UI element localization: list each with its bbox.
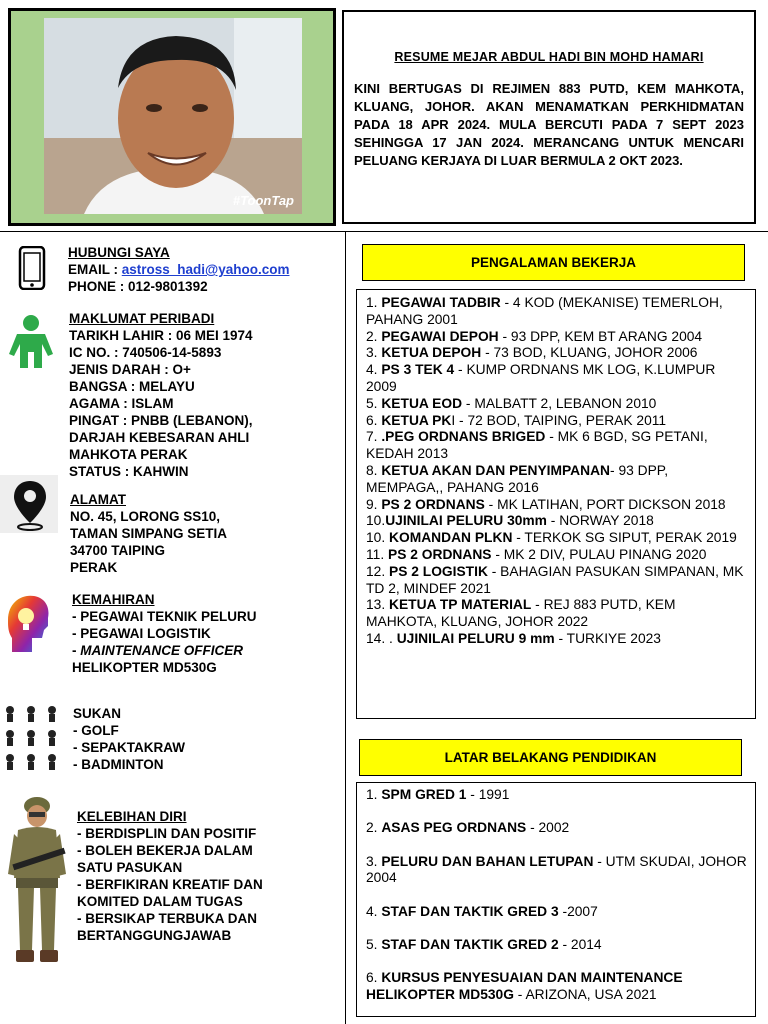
personal-line: TARIKH LAHIR : 06 MEI 1974 (69, 328, 253, 343)
list-item (366, 396, 747, 413)
item-title: ASAS PEG ORDNANS (381, 820, 527, 836)
item-title: .PEG ORDNANS BRIGED (381, 429, 546, 445)
hobbies-section (73, 705, 185, 773)
item-title: PEGAWAI DEPOH (381, 328, 499, 344)
item-detail: - 93 DPP, KEM BT ARANG 2004 (498, 328, 703, 344)
item-title: UJINILAI PELURU 9 mm (396, 630, 555, 646)
list-item (366, 429, 747, 463)
strength-line: SATU PASUKAN (77, 860, 183, 875)
item-title: KETUA AKAN DAN PENYIMPANAN (381, 462, 611, 478)
address-line: 34700 TAIPING (70, 543, 166, 558)
item-number: 6. (366, 970, 382, 986)
list-item (366, 631, 747, 648)
personal-line: AGAMA : ISLAM (69, 396, 174, 411)
item-title: KETUA PK (381, 412, 452, 428)
skill-italic: MAINTENANCE OFFICER (80, 643, 243, 658)
item-number: 9. (366, 496, 382, 512)
sports-icons (2, 702, 62, 779)
item-detail: - MK 6 BGD, SG PETANI, KEDAH 2013 (366, 429, 708, 462)
item-detail: I - 72 BOD, TAIPING, PERAK 2011 (451, 412, 667, 428)
address-line: TAMAN SIMPANG SETIA (70, 526, 227, 541)
list-item (366, 820, 747, 837)
list-item (366, 854, 747, 888)
list-item (366, 345, 747, 362)
photo-watermark: #ToonTap (232, 193, 294, 208)
email-label: EMAIL : (68, 262, 122, 277)
skill-line: HELIKOPTER MD530G (72, 660, 217, 675)
profile-photo (44, 18, 302, 214)
education-list (356, 782, 756, 1017)
item-detail: - TERKOK SG SIPUT, PERAK 2019 (512, 530, 737, 546)
item-title: STAF DAN TAKTIK GRED 3 (381, 903, 559, 919)
item-detail: - UTM SKUDAI, JOHOR 2004 (366, 853, 747, 886)
item-number: 6. (366, 412, 382, 428)
strength-line: - BOLEH BEKERJA DALAM (77, 843, 253, 858)
item-title: PS 2 LOGISTIK (389, 563, 488, 579)
phone-icon (18, 246, 46, 295)
skill-line (72, 642, 257, 659)
address-section (70, 491, 227, 576)
item-detail: - TURKIYE 2023 (554, 630, 661, 646)
item-title: PS 3 TEK 4 (381, 362, 455, 378)
item-number: 13. (366, 597, 390, 613)
item-detail: - 2014 (558, 936, 602, 952)
item-detail: - REJ 883 PUTD, KEM MAHKOTA, KLUANG, JOHOR 2022 (366, 597, 676, 630)
address-line: NO. 45, LORONG SS10, (70, 509, 221, 524)
item-number: 3. (366, 345, 382, 361)
list-item (366, 295, 747, 329)
horizontal-divider (0, 231, 768, 232)
item-title: PS 2 ORDNANS (381, 496, 485, 512)
soldier-figure (4, 794, 70, 971)
item-detail: - 1991 (466, 787, 510, 802)
item-detail: - BAHAGIAN PASUKAN SIMPANAN, MK TD 2, MINDEF 2021 (366, 563, 744, 596)
personal-line: MAHKOTA PERAK (69, 447, 188, 462)
item-title: KETUA TP MATERIAL (389, 597, 532, 613)
item-detail: - MALBATT 2, LEBANON 2010 (462, 395, 657, 411)
contact-heading: HUBUNGI SAYA (68, 245, 170, 260)
item-number: 5. (366, 395, 382, 411)
item-number: 2. (366, 328, 382, 344)
item-number: 4. (366, 362, 382, 378)
item-number: 12. (366, 563, 390, 579)
personal-line: JENIS DARAH : O+ (69, 362, 191, 377)
personal-line: DARJAH KEBESARAN AHLI (69, 430, 250, 445)
strength-line: - BERDISPLIN DAN POSITIF (77, 826, 257, 841)
personal-line: STATUS : KAHWIN (69, 464, 189, 479)
skills-heading: KEMAHIRAN (72, 592, 155, 607)
strength-line: - BERFIKIRAN KREATIF DAN (77, 877, 263, 892)
personal-line: BANGSA : MELAYU (69, 379, 195, 394)
skill-line: - PEGAWAI TEKNIK PELURU (72, 609, 257, 624)
list-item (366, 787, 747, 804)
experience-list (356, 289, 756, 719)
item-title: PEGAWAI TADBIR (381, 295, 501, 310)
hobby-line: - SEPAKTAKRAW (73, 740, 185, 755)
vertical-divider (345, 231, 346, 1024)
education-heading: LATAR BELAKANG PENDIDIKAN (359, 739, 742, 776)
list-item (366, 497, 747, 514)
item-number: 1. (366, 787, 382, 802)
personal-line: PINGAT : PNBB (LEBANON), (69, 413, 253, 428)
location-pin-icon (0, 475, 58, 533)
list-item (366, 413, 747, 430)
item-number: 11. (366, 546, 388, 562)
list-item (366, 513, 747, 530)
item-number: 3. (366, 853, 382, 869)
strength-line: - BERSIKAP TERBUKA DAN (77, 911, 258, 926)
strength-line: KOMITED DALAM TUGAS (77, 894, 243, 909)
skill-prefix: - (72, 643, 81, 658)
item-title: UJINILAI PELURU 30mm (385, 513, 547, 529)
list-item (366, 329, 747, 346)
head-bulb-icon (2, 592, 50, 659)
list-item (366, 362, 747, 396)
resume-title: RESUME MEJAR ABDUL HADI BIN MOHD HAMARI (394, 50, 704, 64)
list-item (366, 530, 747, 547)
strengths-section (77, 808, 263, 944)
item-number: 5. (366, 936, 382, 952)
portrait-illustration (44, 18, 302, 214)
item-title: STAF DAN TAKTIK GRED 2 (381, 936, 559, 952)
item-number: 14. . (366, 630, 397, 646)
list-item (366, 463, 747, 497)
hobby-line: - GOLF (73, 723, 119, 738)
hobby-line: - BADMINTON (73, 757, 164, 772)
list-item (366, 937, 747, 954)
item-number: 4. (366, 903, 382, 919)
phone-row: PHONE : 012-9801392 (68, 279, 208, 294)
item-detail: - 93 DPP, MEMPAGA,, PAHANG 2016 (366, 462, 669, 495)
item-title: PS 2 ORDNANS (388, 546, 492, 562)
item-detail: - MK LATIHAN, PORT DICKSON 2018 (484, 496, 726, 512)
personal-line: IC NO. : 740506-14-5893 (69, 345, 222, 360)
experience-heading: PENGALAMAN BEKERJA (362, 244, 745, 281)
list-item (366, 547, 747, 564)
personal-section (69, 310, 253, 480)
item-title: KETUA DEPOH (381, 345, 482, 361)
item-number: 10. (366, 530, 390, 546)
item-number: 7. (366, 429, 382, 445)
skills-section (72, 591, 257, 676)
strength-line: BERTANGGUNGJAWAB (77, 928, 232, 943)
item-detail: -2007 (558, 903, 598, 919)
item-number: 2. (366, 820, 382, 836)
item-number: 10. (366, 513, 386, 529)
item-detail: - NORWAY 2018 (546, 513, 654, 529)
hobbies-heading: SUKAN (73, 706, 122, 721)
list-item (366, 564, 747, 598)
strengths-heading: KELEBIHAN DIRI (77, 809, 187, 824)
item-detail: - MK 2 DIV, PULAU PINANG 2020 (491, 546, 707, 562)
item-title: SPM GRED 1 (381, 787, 467, 802)
summary-box (342, 10, 756, 224)
email-row (68, 261, 289, 278)
summary-paragraph: KINI BERTUGAS DI REJIMEN 883 PUTD, KEM MAHKOTA, KLUANG, JOHOR. AKAN MENAMATKAN PERKHIDMATAN PADA 18 APR 2024. MULA BERCUTI PADA 7 SEPT 2023 SEHINGGA 17 JAN 2024. MERANCANG UNTUK MENCARI PELUANG KERJAYA DI LUAR BERMULA 2 OKT 2023. (354, 81, 744, 168)
item-number: 8. (366, 462, 382, 478)
email-link[interactable]: astross_hadi@yahoo.com (121, 262, 290, 277)
item-title: KURSUS PENYESUAIAN DAN MAINTENANCE HELIKOPTER MD530G (366, 970, 683, 1003)
item-title: KOMANDAN PLKN (389, 530, 513, 546)
address-line: PERAK (70, 560, 118, 575)
item-title: KETUA EOD (381, 395, 463, 411)
personal-heading: MAKLUMAT PERIBADI (69, 311, 215, 326)
item-detail: - KUMP ORDNANS MK LOG, K.LUMPUR 2009 (366, 362, 716, 394)
item-detail: - 2002 (526, 820, 570, 836)
list-item (366, 597, 747, 631)
list-item (366, 970, 747, 1004)
item-detail: - 4 KOD (MEKANISE) TEMERLOH, PAHANG 2001 (366, 295, 723, 327)
item-title: PELURU DAN BAHAN LETUPAN (381, 853, 594, 869)
item-number: 1. (366, 295, 382, 310)
person-icon (8, 314, 54, 373)
contact-section (68, 244, 289, 295)
list-item (366, 904, 747, 921)
item-detail: - 73 BOD, KLUANG, JOHOR 2006 (481, 345, 698, 361)
skill-line: - PEGAWAI LOGISTIK (72, 626, 211, 641)
item-detail: - ARIZONA, USA 2021 (513, 987, 657, 1003)
address-heading: ALAMAT (70, 492, 126, 507)
